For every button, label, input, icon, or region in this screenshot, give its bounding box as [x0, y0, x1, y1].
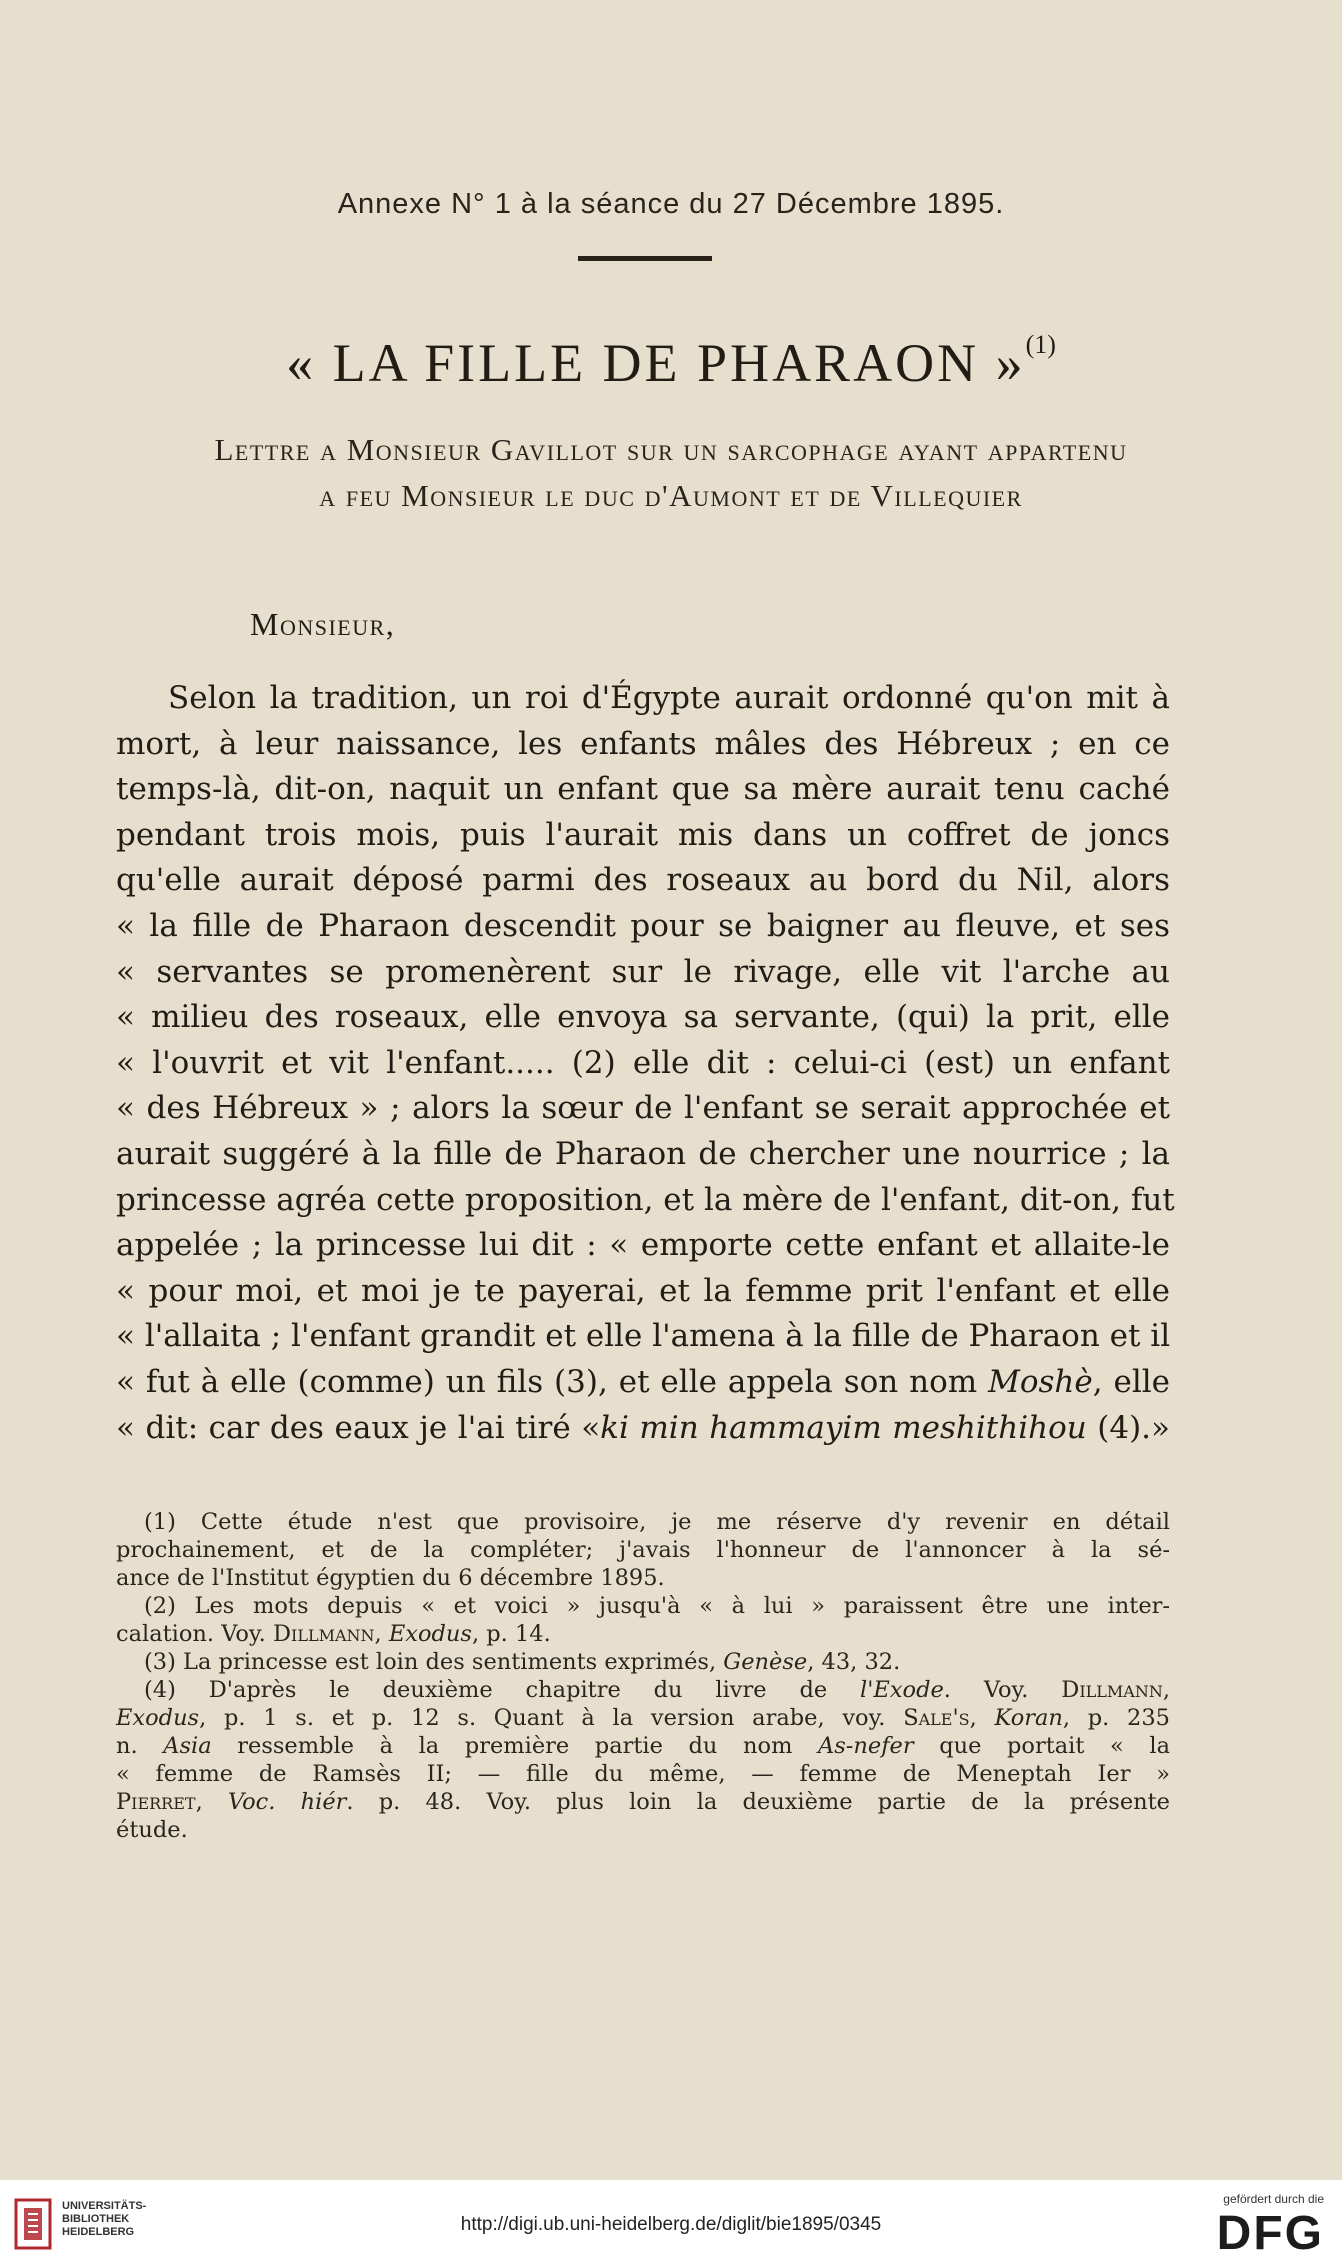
- body-line: « l'allaita ; l'enfant grandit et elle l'amena à la fille de Pharaon et il: [116, 1318, 1171, 1355]
- library-name-line: HEIDELBERG: [62, 2226, 135, 2238]
- footnote-segment: , 43, 32.: [807, 1649, 901, 1675]
- body-italic-segment: ki min hammayim meshithihou: [600, 1409, 1087, 1446]
- body-line: mort, à leur naissance, les enfants mâles des Hébreux ; en ce: [116, 725, 1170, 762]
- subtitle-line-1: Lettre a Monsieur Gavillot sur un sarcophage ayant appartenu: [214, 432, 1128, 467]
- body-line: aurait suggéré à la fille de Pharaon de chercher une nourrice ; la: [116, 1135, 1170, 1172]
- footnote-line: ance de l'Institut égyptien du 6 décembre 1895.: [116, 1565, 665, 1591]
- footnote-segment: ,: [195, 1789, 228, 1815]
- footnote-segment: ressemble à la première partie du nom: [211, 1733, 818, 1759]
- body-line: « l'ouvrit et vit l'enfant..... (2) elle dit : celui-ci (est) un enfant: [116, 1044, 1170, 1081]
- footnote-work: Exodus: [116, 1705, 200, 1731]
- footnote-segment: , p. 235: [1062, 1705, 1170, 1731]
- header-rule: [578, 256, 712, 261]
- footnote-line: [116, 1676, 1170, 1704]
- body-line: [116, 1360, 1170, 1406]
- footnote-author: Dillmann: [1061, 1677, 1163, 1703]
- body-line: appelée ; la princesse lui dit : « emporte cette enfant et allaite-le: [116, 1227, 1170, 1264]
- title-text: « LA FILLE DE PHARAON »: [286, 333, 1026, 393]
- footnote-work: Voc. hiér: [227, 1789, 347, 1815]
- footnote-line: [116, 1788, 1170, 1816]
- footnote-work: Exodus: [388, 1621, 472, 1647]
- footnote-segment: . p. 48. Voy. plus loin la deuxième partie de la présente: [346, 1789, 1170, 1815]
- body-line: qu'elle aurait déposé parmi des roseaux au bord du Nil, alors: [116, 862, 1170, 899]
- body-text-segment: « fut à elle (comme) un fils (3), et elle appela son nom: [116, 1363, 989, 1400]
- footnote-work: l'Exode: [860, 1677, 944, 1703]
- footnote-line: [116, 1704, 1170, 1732]
- annexe-header: Annexe N° 1 à la séance du 27 Décembre 1895.: [337, 188, 1005, 220]
- footnote-segment: n.: [116, 1733, 164, 1759]
- footnote-work: Asia: [163, 1733, 212, 1759]
- body-line: « milieu des roseaux, elle envoya sa servante, (qui) la prit, elle: [116, 999, 1170, 1036]
- funder-caption: gefördert durch die: [1223, 2192, 1324, 2206]
- footnote-line: étude.: [116, 1817, 188, 1843]
- footnote-work: As-nefer: [818, 1733, 914, 1759]
- footnote-author: Pierret: [116, 1789, 196, 1815]
- body-line: « des Hébreux » ; alors la sœur de l'enfant se serait approchée et: [116, 1090, 1170, 1127]
- body-line: Selon la tradition, un roi d'Égypte aurait ordonné qu'on mit à: [168, 680, 1170, 716]
- footnotes: [116, 1508, 1170, 1844]
- footnote-segment: , p. 14.: [471, 1621, 551, 1647]
- footnote-segment: , p. 1 s. et p. 12 s. Quant à la version arabe, voy.: [199, 1705, 904, 1731]
- footnote-segment: calation. Voy.: [116, 1621, 273, 1647]
- footnote-segment: (4) D'après le deuxième chapitre du livre de: [144, 1677, 861, 1703]
- footnote-line: [116, 1732, 1170, 1760]
- footnote-author: Sale's: [903, 1705, 970, 1731]
- body-text-segment: « dit: car des eaux je l'ai tiré «: [116, 1409, 601, 1446]
- dfg-logo: DFG: [1216, 2207, 1324, 2260]
- footnote-segment: ,: [969, 1705, 995, 1731]
- body-line: pendant trois mois, puis l'aurait mis dans un coffret de joncs: [116, 816, 1170, 853]
- library-name-line: BIBLIOTHEK: [62, 2213, 130, 2225]
- footnote-line: prochainement, et de la compléter; j'avais l'honneur de l'annoncer à la sé-: [116, 1537, 1170, 1563]
- subtitle-line-2: a feu Monsieur le duc d'Aumont et de Villequier: [319, 478, 1023, 513]
- footnote-work: Koran: [994, 1705, 1063, 1731]
- footnote-segment: . Voy.: [943, 1677, 1062, 1703]
- title-note-mark: (1): [1025, 330, 1056, 359]
- permalink-url[interactable]: http://digi.ub.uni-heidelberg.de/diglit/bie1895/0345: [460, 2214, 882, 2235]
- footnote-line: (2) Les mots depuis « et voici » jusqu'à « à lui » paraissent être une inter-: [144, 1593, 1170, 1619]
- body-text-segment: , elle: [1092, 1363, 1171, 1400]
- body-text: [116, 676, 1175, 1451]
- salutation: Monsieur,: [250, 606, 396, 642]
- footnote-line: [116, 1648, 1170, 1676]
- body-line: [116, 1406, 1170, 1452]
- footnote-segment: ,: [1162, 1677, 1171, 1703]
- library-name-line: UNIVERSITÄTS-: [62, 2200, 147, 2212]
- footnote-line: « femme de Ramsès II; — fille du même, — femme de Meneptah Ier »: [116, 1761, 1170, 1787]
- footnote-segment: que portait « la: [913, 1733, 1170, 1759]
- body-line: temps-là, dit-on, naquit un enfant que sa mère aurait tenu caché: [116, 771, 1170, 808]
- footnote-line: (1) Cette étude n'est que provisoire, je me réserve d'y revenir en détail: [144, 1509, 1170, 1535]
- body-italic-segment: Moshè: [988, 1363, 1093, 1400]
- body-line: « servantes se promenèrent sur le rivage, elle vit l'arche au: [116, 953, 1170, 990]
- body-text-segment: (4).»: [1086, 1409, 1170, 1446]
- viewer-footer: [0, 2180, 1342, 2268]
- body-line: « la fille de Pharaon descendit pour se baigner au fleuve, et ses: [116, 907, 1170, 944]
- footnote-work: Genèse: [723, 1649, 808, 1675]
- body-line: « pour moi, et moi je te payerai, et la femme prit l'enfant et elle: [116, 1272, 1170, 1309]
- body-line: princesse agréa cette proposition, et la mère de l'enfant, dit-on, fut: [116, 1181, 1175, 1218]
- footnote-author: Dillmann: [272, 1621, 375, 1647]
- footnote-segment: (3) La princesse est loin des sentiments exprimés,: [144, 1649, 724, 1675]
- footnote-line: [116, 1620, 1170, 1648]
- article-title: [0, 330, 1342, 394]
- footnote-segment: ,: [374, 1621, 389, 1647]
